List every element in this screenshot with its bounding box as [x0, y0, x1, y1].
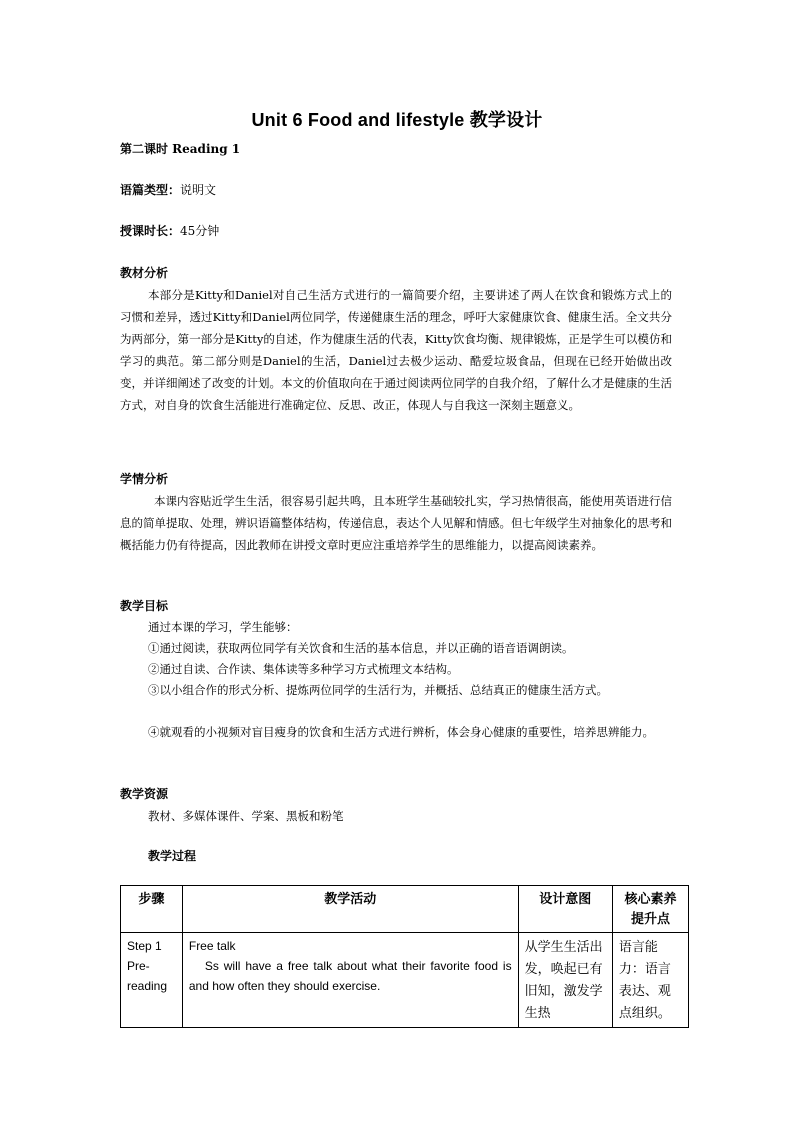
- document-title: Unit 6 Food and lifestyle 教学设计: [251, 110, 543, 130]
- learners-heading: 学情分析: [120, 472, 169, 486]
- column-header-activity: 教学活动: [182, 886, 518, 933]
- genre-value: 说明文: [180, 183, 217, 197]
- goal-item: ④就观看的小视频对盲目瘦身的饮食和生活方式进行辨析，体会身心健康的重要性，培养思辨能力。: [148, 725, 654, 739]
- material-heading: 教材分析: [120, 266, 169, 280]
- column-header-step: 步骤: [121, 886, 183, 933]
- duration-line: [120, 221, 680, 241]
- table-header-row: [121, 886, 689, 933]
- period-text: 第二课时 Reading 1: [120, 142, 241, 156]
- process-table: [120, 885, 689, 1028]
- process-heading: 教学过程: [148, 849, 197, 863]
- genre-line: [120, 180, 680, 200]
- activity-text: Ss will have a free talk about what their favorite food is and how often they should exercise.: [188, 959, 512, 993]
- goals-heading: 教学目标: [120, 599, 169, 613]
- column-header-core: 核心素养提升点: [612, 886, 688, 933]
- table-row: [121, 933, 689, 1028]
- activity-title: Free talk: [188, 939, 236, 953]
- goals-intro: 通过本课的学习，学生能够：: [148, 620, 298, 634]
- resources-text: 教材、多媒体课件、学案、黑板和粉笔: [148, 809, 344, 823]
- intent-cell: 从学生生活出发，唤起已有旧知，激发学生热: [518, 933, 612, 1028]
- column-header-intent: 设计意图: [518, 886, 612, 933]
- learners-paragraph: 本课内容贴近学生生活，很容易引起共鸣，且本班学生基础较扎实，学习热情很高，能使用英语进行信息的简单提取、处理，辨识语篇整体结构，传递信息，表达个人见解和情感。但七年级学生对抽象化的思考和概括能力仍有待提高，因此教师在讲授文章时更应注重培养学生的思维能力，以提高阅读素养。: [120, 494, 672, 552]
- genre-label: 语篇类型：: [120, 183, 181, 197]
- activity-cell: [182, 933, 518, 1028]
- period-line: [120, 139, 680, 159]
- core-cell: 语言能力：语言表达、观点组织。: [612, 933, 688, 1028]
- duration-label: 授课时长：: [120, 224, 181, 238]
- step-cell: Step 1 Pre-reading: [121, 933, 183, 1028]
- resources-heading: 教学资源: [120, 787, 169, 801]
- duration-value: 45分钟: [180, 224, 220, 238]
- goal-item: ②通过自读、合作读、集体读等多种学习方式梳理文本结构。: [148, 662, 459, 676]
- goal-item: ③以小组合作的形式分析、提炼两位同学的生活行为，并概括、总结真正的健康生活方式。: [148, 683, 608, 697]
- goal-item: ①通过阅读，获取两位同学有关饮食和生活的基本信息，并以正确的语音语调朗读。: [148, 641, 574, 655]
- material-paragraph: 本部分是Kitty和Daniel对自己生活方式进行的一篇简要介绍，主要讲述了两人在饮食和锻炼方式上的习惯和差异，透过Kitty和Daniel两位同学，传递健康生活的理念，呼吁大家健康饮食、健康生活。全文共分为两部分，第一部分是Kitty的自述，作为健康生活的代表，Kitty饮食均衡、规律锻炼，正是学生可以模仿和学习的典范。第二部分则是Daniel的生活，Daniel过去极少运动、酷爱垃圾食品，但现在已经开始做出改变，并详细阐述了改变的计划。本文的价值取向在于通过阅读两位同学的自我介绍，了解什么才是健康的生活方式，对自身的饮食生活能进行准确定位、反思、改正，体现人与自我这一深刻主题意义。: [120, 288, 672, 412]
